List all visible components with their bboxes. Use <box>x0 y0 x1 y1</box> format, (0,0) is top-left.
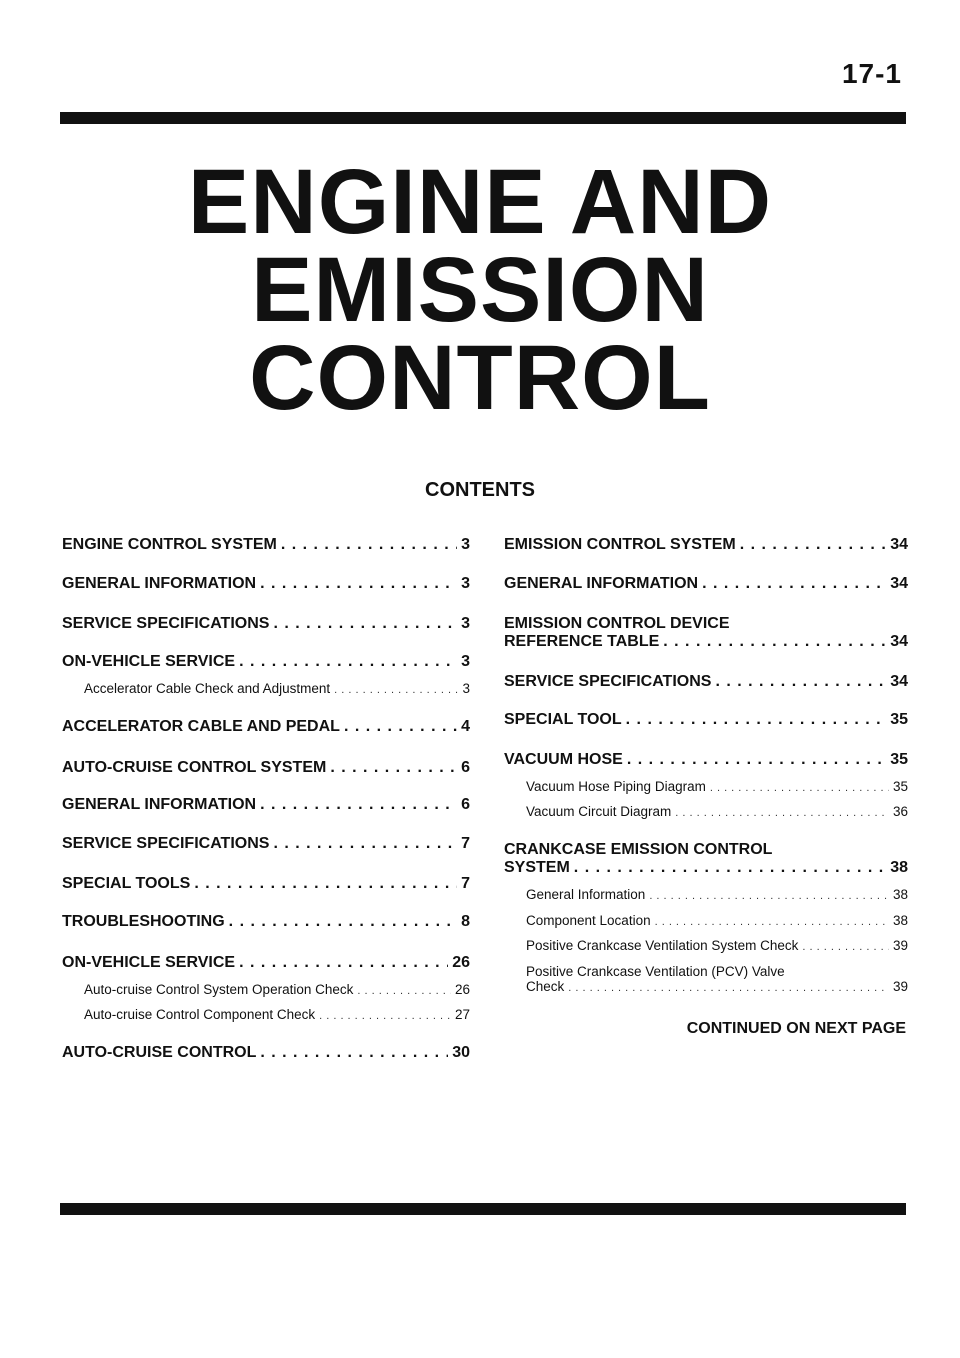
toc-entry-page: 3 <box>461 615 470 632</box>
toc-entry[interactable] <box>62 913 470 931</box>
toc-entry-page: 26 <box>452 954 470 971</box>
top-rule <box>60 112 906 124</box>
toc-entry[interactable] <box>504 673 908 691</box>
toc-entry-label: Vacuum Circuit Diagram <box>526 804 672 819</box>
leader-dots <box>330 759 457 777</box>
toc-entry[interactable] <box>62 653 470 671</box>
toc-entry-page: 36 <box>892 804 908 819</box>
leader-dots <box>655 916 889 928</box>
toc-entry-label-first-line: EMISSION CONTROL DEVICE <box>504 615 730 632</box>
leader-dots <box>663 633 886 651</box>
toc-entry[interactable] <box>62 796 470 814</box>
toc-entry[interactable] <box>62 575 470 593</box>
toc-entry-label: VACUUM HOSE <box>504 751 623 768</box>
toc-subentry[interactable] <box>504 964 908 994</box>
toc-entry-page: 7 <box>461 835 470 852</box>
toc-entry-label: Check <box>526 979 565 994</box>
toc-entry[interactable] <box>504 615 908 651</box>
leader-dots <box>568 982 889 994</box>
toc-entry-page: 38 <box>890 859 908 876</box>
leader-dots <box>740 536 886 554</box>
toc-entry-label: SERVICE SPECIFICATIONS <box>504 673 712 690</box>
toc-entry-label: Auto-cruise Control System Operation Check <box>84 982 354 997</box>
toc-entry-page: 4 <box>461 718 470 735</box>
chapter-title-line-1: ENGINE AND <box>187 151 773 253</box>
toc-entry[interactable] <box>62 759 470 777</box>
toc-entry-page: 27 <box>454 1007 470 1022</box>
leader-dots <box>710 782 889 794</box>
toc-entry-page: 6 <box>461 759 470 776</box>
toc-subentry[interactable] <box>504 804 908 819</box>
toc-entry-page: 34 <box>890 536 908 553</box>
toc-entry-page: 38 <box>892 913 908 928</box>
toc-subentry[interactable] <box>504 938 908 953</box>
leader-dots <box>319 1010 451 1022</box>
chapter-title <box>0 151 960 429</box>
page-number: 17-1 <box>841 58 902 89</box>
leader-dots <box>627 751 886 769</box>
leader-dots <box>357 985 451 997</box>
toc-entry-page: 35 <box>890 751 908 768</box>
toc-subentry[interactable] <box>504 887 908 902</box>
leader-dots <box>626 711 887 729</box>
leader-dots <box>344 718 457 736</box>
toc-entry-page: 39 <box>892 979 908 994</box>
toc-entry-page: 30 <box>452 1044 470 1061</box>
toc-entry[interactable] <box>504 575 908 593</box>
toc-entry-page: 3 <box>461 536 470 553</box>
toc-subentry[interactable] <box>62 681 470 696</box>
toc-entry-label: Component Location <box>526 913 651 928</box>
leader-dots <box>273 615 457 633</box>
toc-entry[interactable] <box>62 1044 470 1062</box>
toc-entry-page: 35 <box>890 711 908 728</box>
toc-entry-label: ACCELERATOR CABLE AND PEDAL <box>62 718 340 735</box>
leader-dots <box>260 796 457 814</box>
toc-entry[interactable] <box>504 536 908 554</box>
leader-dots <box>239 653 457 671</box>
toc-entry-label: Accelerator Cable Check and Adjustment <box>84 681 331 696</box>
continued-note: CONTINUED ON NEXT PAGE <box>686 1020 906 1037</box>
toc-entry-page: 3 <box>461 575 470 592</box>
toc-entry-label: GENERAL INFORMATION <box>504 575 699 592</box>
toc-entry[interactable] <box>62 835 470 853</box>
leader-dots <box>239 954 448 972</box>
leader-dots <box>273 835 457 853</box>
bottom-rule <box>60 1203 906 1215</box>
toc-entry-page: 34 <box>890 633 908 650</box>
leader-dots <box>260 1044 448 1062</box>
toc-subentry[interactable] <box>62 982 470 997</box>
toc-entry-page: 7 <box>461 875 470 892</box>
toc-entry-label: TROUBLESHOOTING <box>62 913 225 930</box>
leader-dots <box>281 536 457 554</box>
leader-dots <box>334 684 458 696</box>
leader-dots <box>675 807 889 819</box>
toc-entry-label: SPECIAL TOOLS <box>62 875 191 892</box>
toc-entry[interactable] <box>62 536 470 554</box>
toc-entry-label: SERVICE SPECIFICATIONS <box>62 835 270 852</box>
toc-entry[interactable] <box>62 954 470 972</box>
toc-subentry[interactable] <box>504 913 908 928</box>
toc-entry[interactable] <box>62 615 470 633</box>
toc-entry-page: 39 <box>892 938 908 953</box>
toc-entry-label: ENGINE CONTROL SYSTEM <box>62 536 277 553</box>
toc-entry-label: SPECIAL TOOL <box>504 711 622 728</box>
toc-entry-label: SERVICE SPECIFICATIONS <box>62 615 270 632</box>
leader-dots <box>260 575 457 593</box>
toc-entry-page: 38 <box>892 887 908 902</box>
toc-entry-label: SYSTEM <box>504 859 570 876</box>
toc-entry-label: Auto-cruise Control Component Check <box>84 1007 316 1022</box>
contents-heading: CONTENTS <box>425 479 535 501</box>
toc-entry-page: 8 <box>461 913 470 930</box>
toc-entry-label-first-line: CRANKCASE EMISSION CONTROL <box>504 841 773 858</box>
toc-entry-page: 34 <box>890 673 908 690</box>
toc-entry-label: Positive Crankcase Ventilation System Check <box>526 938 799 953</box>
toc-entry-page: 3 <box>461 653 470 670</box>
leader-dots <box>715 673 886 691</box>
toc-entry-page: 6 <box>461 796 470 813</box>
toc-entry-label: ON-VEHICLE SERVICE <box>62 653 236 670</box>
toc-entry-label: REFERENCE TABLE <box>504 633 660 650</box>
leader-dots <box>194 875 457 893</box>
toc-entry-page: 35 <box>892 779 908 794</box>
toc-entry-label: AUTO-CRUISE CONTROL <box>62 1044 257 1061</box>
toc-entry-page: 26 <box>454 982 470 997</box>
toc-entry-label-first-line: Positive Crankcase Ventilation (PCV) Valve <box>526 964 785 979</box>
toc-entry-label: GENERAL INFORMATION <box>62 796 257 813</box>
toc-entry[interactable] <box>504 711 908 729</box>
toc-entry-page: 34 <box>890 575 908 592</box>
leader-dots <box>802 941 889 953</box>
leader-dots <box>702 575 886 593</box>
toc-entry[interactable] <box>504 751 908 769</box>
toc-subentry[interactable] <box>504 779 908 794</box>
leader-dots <box>574 859 886 877</box>
toc-subentry[interactable] <box>62 1007 470 1022</box>
leader-dots <box>229 913 457 931</box>
toc-entry[interactable] <box>504 841 908 877</box>
leader-dots <box>649 890 889 902</box>
chapter-title-line-3: CONTROL <box>249 327 711 429</box>
toc-entry[interactable] <box>62 718 470 736</box>
toc-entry[interactable] <box>62 875 470 893</box>
toc-entry-label: GENERAL INFORMATION <box>62 575 257 592</box>
toc-entry-page: 3 <box>462 681 470 696</box>
toc-entry-label: ON-VEHICLE SERVICE <box>62 954 236 971</box>
chapter-title-line-2: EMISSION <box>251 239 709 341</box>
toc-entry-label: Vacuum Hose Piping Diagram <box>526 779 706 794</box>
toc-entry-label: AUTO-CRUISE CONTROL SYSTEM <box>62 759 327 776</box>
toc-entry-label: EMISSION CONTROL SYSTEM <box>504 536 736 553</box>
toc-entry-label: General Information <box>526 887 646 902</box>
